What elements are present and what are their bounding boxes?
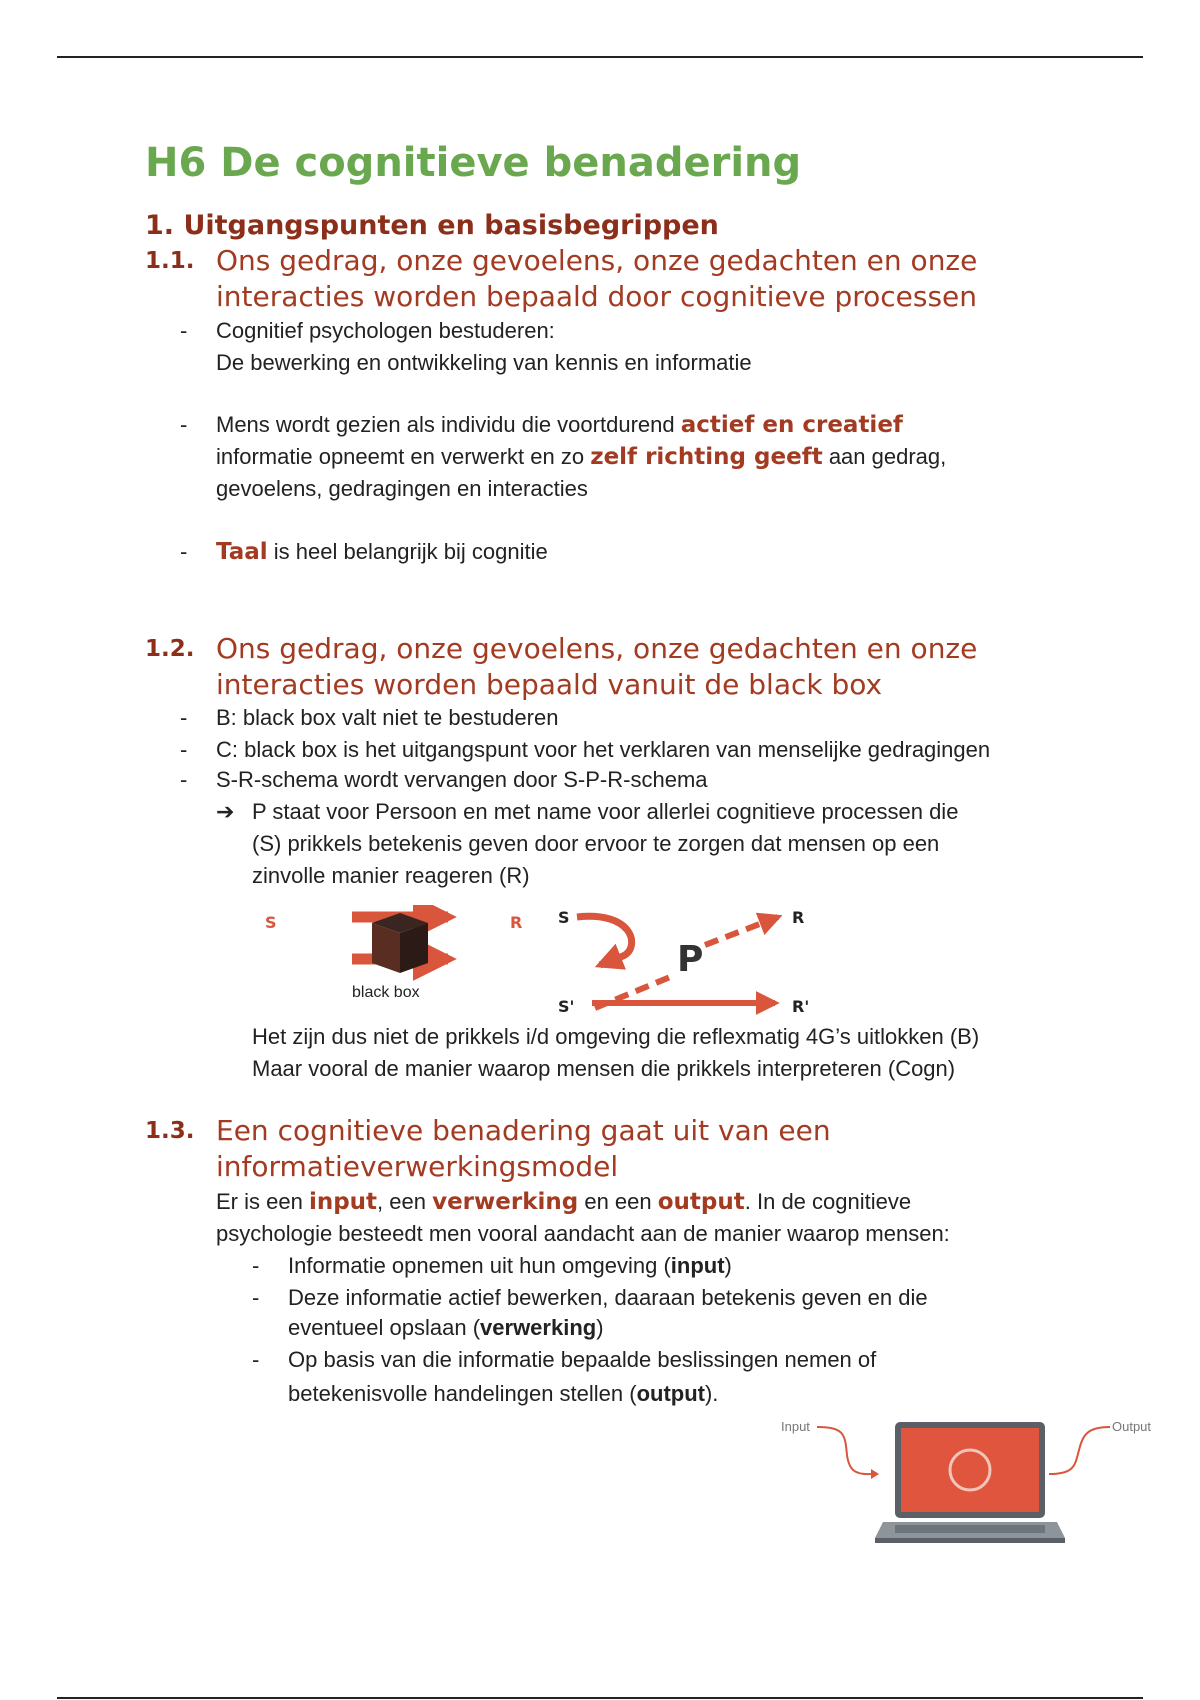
input-label: Input (781, 1419, 810, 1434)
bullet-text: gevoelens, gedragingen en interacties (216, 476, 588, 501)
diagram-explanation: Het zijn dus niet de prikkels i/d omgeving die reflexmatig 4G’s uitlokken (B) (252, 1024, 980, 1049)
text-run: . In de cognitieve (744, 1189, 912, 1214)
bullet-dash: - (180, 318, 188, 343)
page-title: H6 De cognitieve benadering (145, 140, 802, 186)
subsection-title-line: interacties worden bepaald door cognitieve processen (216, 280, 978, 313)
response-prime-label: R' (792, 997, 810, 1016)
bullet-text: C: black box is het uitgangspunt voor het verklaren van menselijke gedragingen (216, 737, 991, 762)
emphasis-text: actief en creatief (680, 412, 903, 438)
arrow-text: (S) prikkels betekenis geven door ervoor te zorgen dat mensen op een (252, 831, 940, 856)
black-box-icon (372, 913, 428, 973)
text-run: Er is een (216, 1189, 309, 1214)
response-label: R (510, 913, 523, 932)
diagram-explanation: Maar vooral de manier waarop mensen die prikkels interpreteren (Cogn) (252, 1056, 956, 1081)
arrow-text: P staat voor Persoon en met name voor allerlei cognitieve processen die (252, 799, 959, 824)
emphasis-text: zelf richting geeft (590, 444, 823, 470)
laptop-base-edge (875, 1538, 1065, 1543)
bullet-dash: - (180, 705, 188, 730)
paragraph-text (216, 1187, 1116, 1217)
bold-text: verwerking (480, 1315, 597, 1340)
text-run: is heel belangrijk bij cognitie (267, 539, 548, 564)
arrow-icon: ➔ (216, 799, 235, 824)
bullet-text (216, 537, 1116, 567)
bullet-text (216, 442, 1116, 472)
p-to-r-dashed-arrow (705, 917, 778, 945)
subsection-title-1-1 (216, 243, 1116, 315)
laptop-illustration (775, 1410, 1185, 1550)
laptop-screen (901, 1428, 1039, 1512)
bottom-rule (57, 1697, 1143, 1699)
bullet-dash: - (252, 1285, 260, 1310)
bullet-text: B: black box valt niet te bestuderen (216, 705, 559, 730)
stimulus-prime-label: S' (558, 997, 575, 1016)
subsection-title-line: Ons gedrag, onze gevoelens, onze gedachten en onze (216, 632, 978, 665)
subsection-number-1-1: 1.1. (145, 248, 195, 274)
bullet-dash: - (180, 767, 188, 792)
input-arrow (817, 1427, 871, 1474)
stimulus-curve-arrow (577, 916, 632, 965)
bold-text: output (636, 1381, 705, 1406)
text-run: ). (704, 1381, 719, 1406)
subsection-title-line: Ons gedrag, onze gevoelens, onze gedachten en onze (216, 244, 978, 277)
bullet-text: Deze informatie actief bewerken, daaraan betekenis geven en die (288, 1285, 928, 1310)
subsection-title-line: informatieverwerkingsmodel (216, 1150, 619, 1183)
subsection-title-line: Een cognitieve benadering gaat uit van een (216, 1114, 831, 1147)
response-label-2: R (792, 908, 805, 927)
subsection-number-1-3: 1.3. (145, 1118, 195, 1144)
bullet-dash: - (180, 737, 188, 762)
subsection-title-line: interacties worden bepaald vanuit de black box (216, 668, 883, 701)
text-run: , een (377, 1189, 433, 1214)
text-run: eventueel opslaan ( (288, 1315, 481, 1340)
text-run: informatie opneemt en verwerkt en zo (216, 444, 591, 469)
text-run: aan gedrag, (822, 444, 947, 469)
black-box-label: black box (352, 984, 420, 1001)
bullet-text: De bewerking en ontwikkeling van kennis en informatie (216, 350, 752, 375)
bullet-dash: - (180, 539, 188, 564)
text-run: ) (596, 1315, 604, 1340)
bullet-text (288, 1251, 1188, 1281)
bullet-dash: - (252, 1253, 260, 1278)
spr-diagram (240, 905, 840, 1025)
subsection-title-1-2 (216, 631, 1116, 703)
stimulus-label: S (265, 913, 277, 932)
stimulus-label-2: S (558, 908, 570, 927)
bullet-text: Op basis van die informatie bepaalde beslissingen nemen of (288, 1347, 877, 1372)
subsection-number-1-2: 1.2. (145, 636, 195, 662)
bullet-text: S-R-schema wordt vervangen door S-P-R-schema (216, 767, 708, 792)
text-run: Mens wordt gezien als individu die voortdurend (216, 412, 681, 437)
emphasis-text: input (308, 1189, 378, 1215)
subsection-title-1-3 (216, 1113, 1116, 1185)
text-run: betekenisvolle handelingen stellen ( (288, 1381, 637, 1406)
arrow-text: zinvolle manier reageren (R) (252, 863, 530, 888)
bullet-text (288, 1379, 1188, 1409)
text-run: Informatie opnemen uit hun omgeving ( (288, 1253, 671, 1278)
text-run: en een (578, 1189, 658, 1214)
bold-text: input (670, 1253, 725, 1278)
emphasis-text: output (657, 1189, 745, 1215)
bullet-text (288, 1313, 1188, 1343)
input-arrow-head (871, 1469, 879, 1479)
laptop-keyboard (895, 1525, 1045, 1533)
person-label: P (677, 939, 704, 980)
output-label: Output (1112, 1419, 1152, 1434)
output-arrow (1049, 1427, 1110, 1474)
bullet-text (216, 410, 1116, 440)
bullet-dash: - (252, 1347, 260, 1372)
bullet-text: Cognitief psychologen bestuderen: (216, 318, 555, 343)
text-run: ) (724, 1253, 732, 1278)
section-heading-1: 1. Uitgangspunten en basisbegrippen (145, 210, 719, 241)
bullet-dash: - (180, 412, 188, 437)
paragraph-text: psychologie besteedt men vooral aandacht aan de manier waarop mensen: (216, 1221, 950, 1246)
top-rule (57, 56, 1143, 58)
emphasis-text: verwerking (432, 1189, 579, 1215)
emphasis-text: Taal (216, 539, 268, 565)
